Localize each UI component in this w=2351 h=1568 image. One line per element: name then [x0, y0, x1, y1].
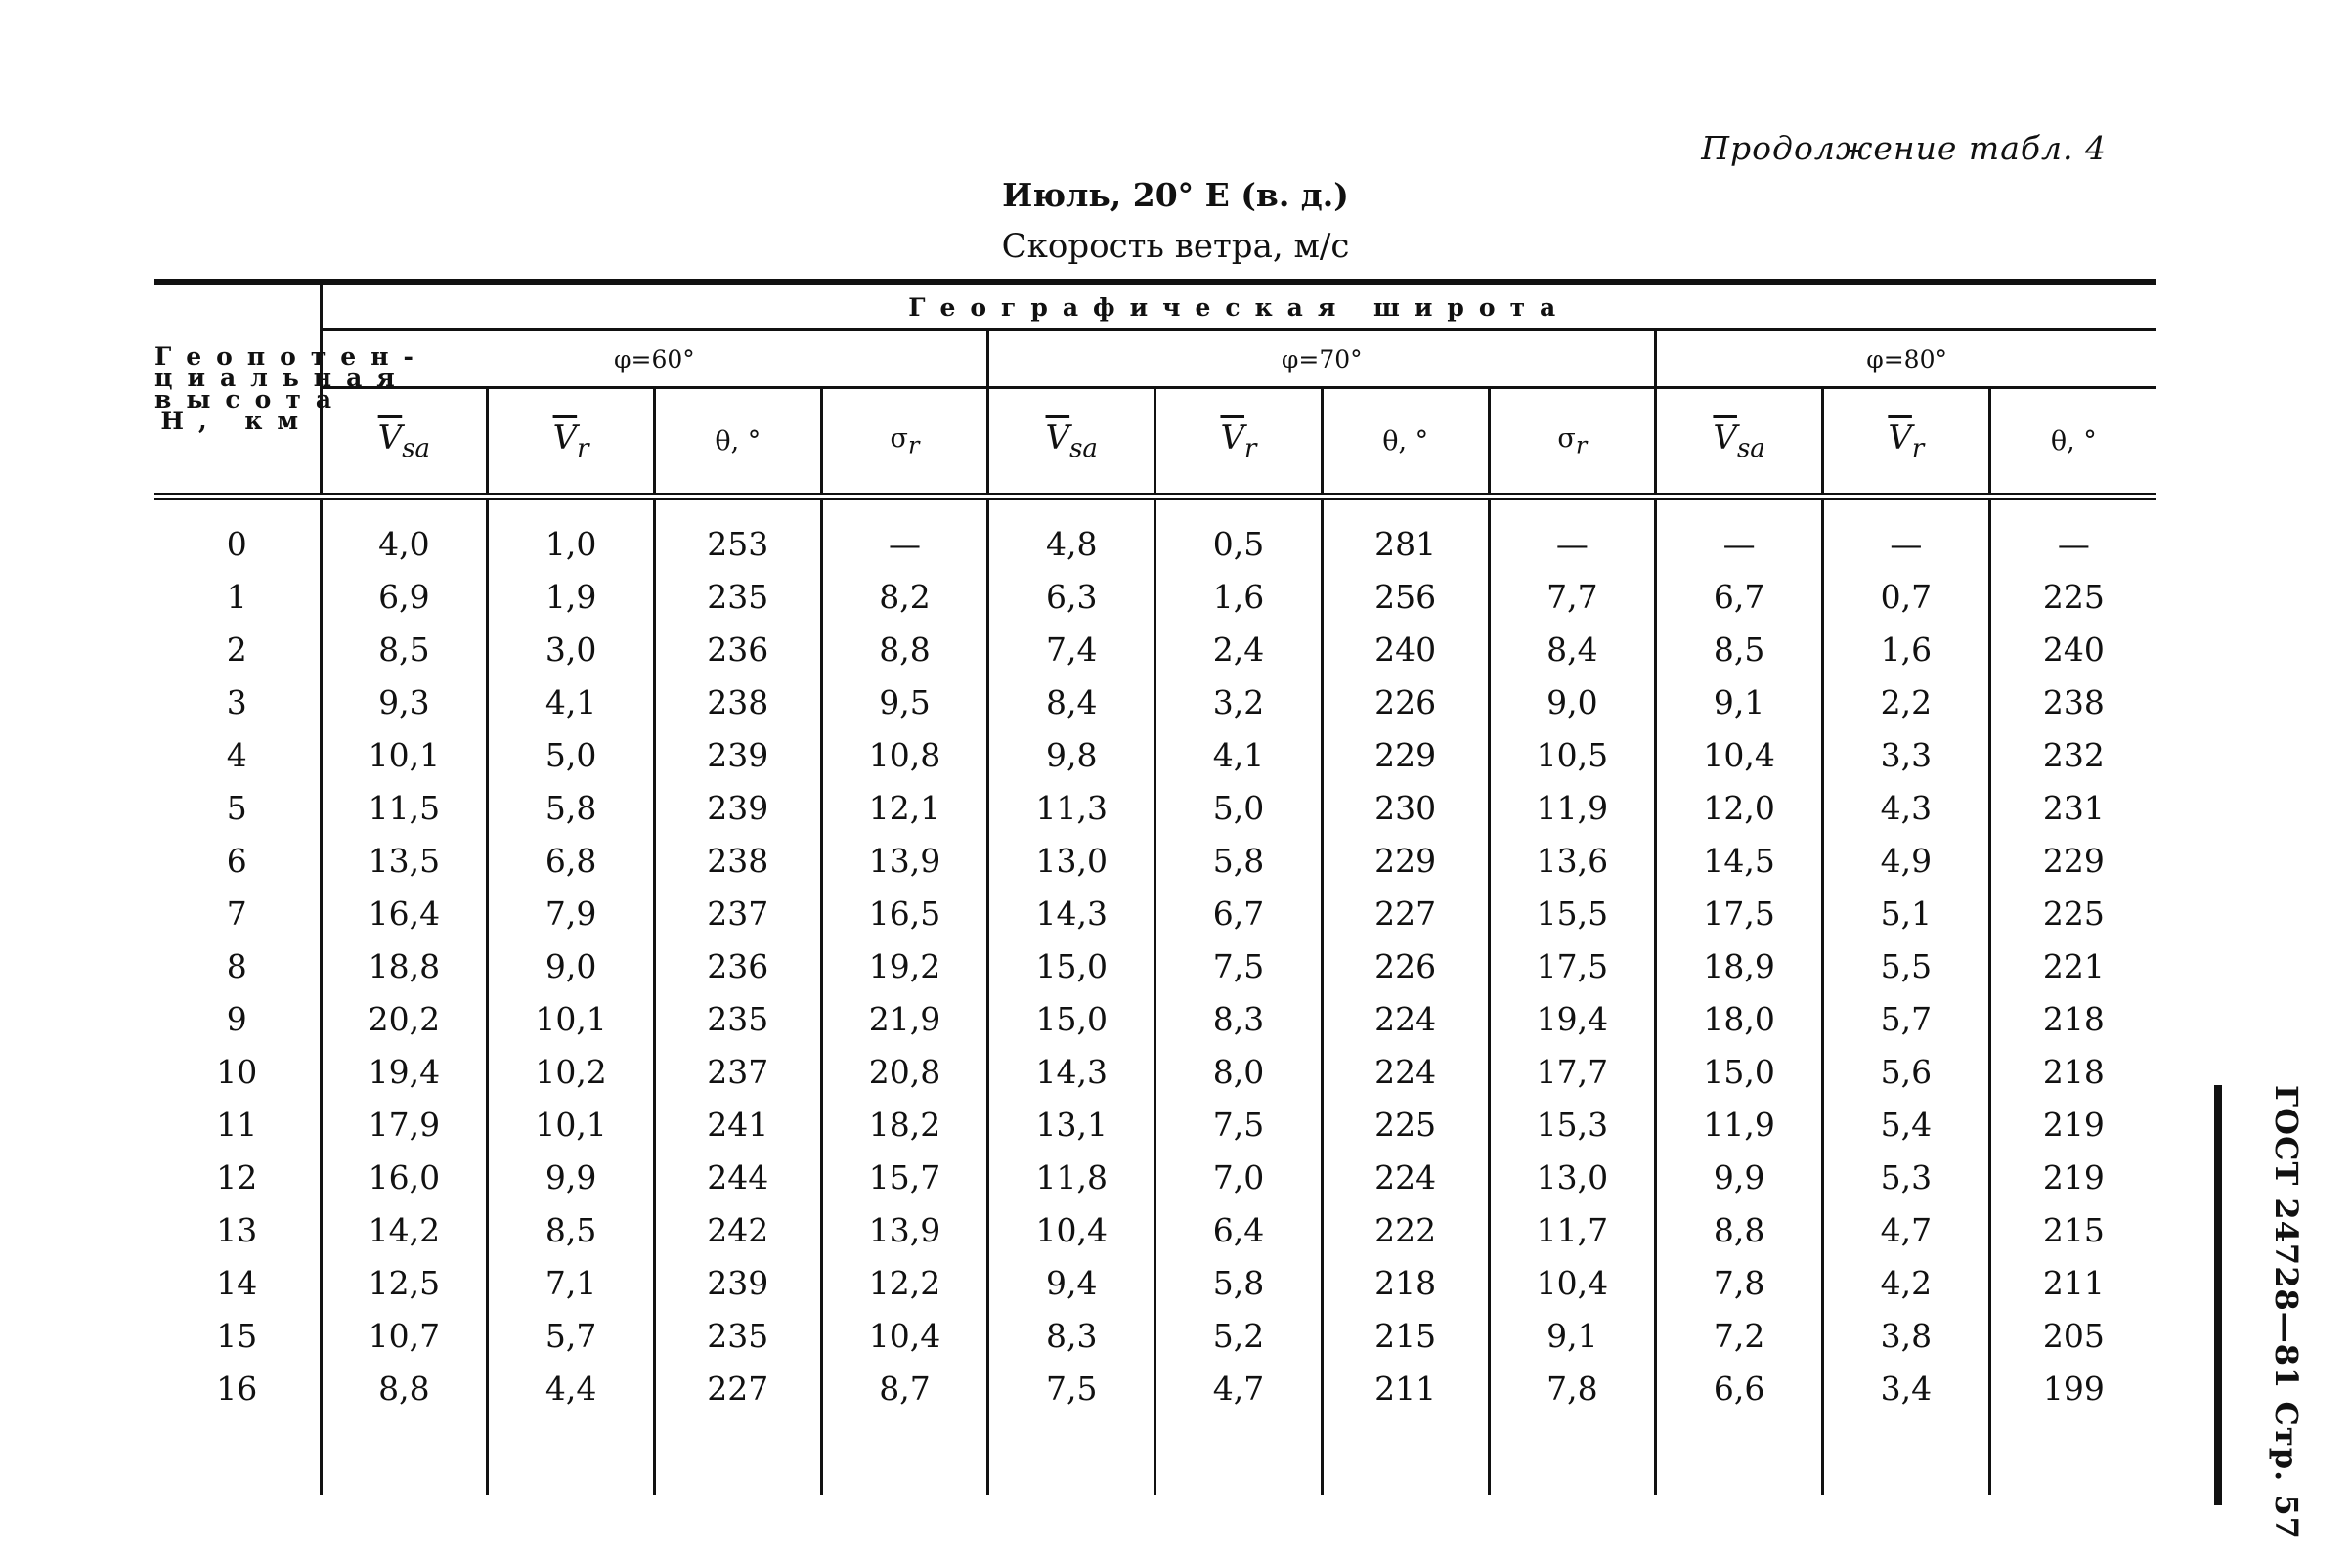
- value-cell: 235: [654, 992, 821, 1045]
- value-cell: 7,8: [1656, 1256, 1823, 1309]
- latitude-70-header: φ=70°: [988, 330, 1656, 388]
- height-cell: 8: [154, 939, 321, 992]
- table-row: [154, 834, 2156, 887]
- value-cell: 227: [654, 1362, 821, 1415]
- value-cell: 3,4: [1822, 1362, 1989, 1415]
- stub-line: H, км: [160, 407, 314, 435]
- value-cell: 229: [1322, 728, 1489, 781]
- value-cell: 2,2: [1822, 675, 1989, 728]
- value-cell: 218: [2042, 999, 2105, 1038]
- continuation-label: Продолжение табл. 4: [1701, 129, 2107, 167]
- value-cell: 7,4: [988, 623, 1155, 675]
- value-cell: 225: [2042, 893, 2105, 933]
- value-cell: 20,2: [321, 992, 488, 1045]
- value-cell: 11,3: [988, 781, 1155, 834]
- value-cell: 13,5: [321, 834, 488, 887]
- value-cell: 12,5: [321, 1256, 488, 1309]
- table-body: [154, 497, 2156, 1496]
- stub-line: Геопотен-: [154, 342, 428, 370]
- value-cell: 240: [2042, 630, 2105, 669]
- value-cell: 17,5: [1489, 939, 1656, 992]
- table-subtitle: Скорость ветра, м/с: [1001, 227, 1350, 266]
- value-cell: 9,0: [488, 939, 655, 992]
- value-cell: 7,5: [988, 1362, 1155, 1415]
- col-sub: sa: [402, 433, 431, 463]
- value-cell: 13,0: [988, 834, 1155, 887]
- value-cell: 241: [654, 1098, 821, 1151]
- value-cell: 226: [1322, 939, 1489, 992]
- col-theta-header: θ, °: [654, 388, 821, 497]
- value-cell: 9,4: [988, 1256, 1155, 1309]
- value-cell: 5,6: [1822, 1045, 1989, 1098]
- value-cell: 8,8: [321, 1362, 488, 1415]
- value-cell: 222: [1322, 1203, 1489, 1256]
- value-cell: 16,0: [321, 1151, 488, 1203]
- table-row: [154, 781, 2156, 834]
- value-cell: 225: [2042, 577, 2105, 616]
- value-cell: 7,8: [1489, 1362, 1656, 1415]
- value-cell: 1,9: [488, 570, 655, 623]
- col-sub: r: [577, 433, 589, 463]
- value-cell: 237: [654, 1045, 821, 1098]
- table-row: [154, 728, 2156, 781]
- col-sub: r: [1244, 433, 1257, 463]
- value-cell: 8,3: [988, 1309, 1155, 1362]
- col-vr-header: [1155, 388, 1323, 497]
- value-cell: 20,8: [821, 1045, 988, 1098]
- value-cell: 14,3: [988, 887, 1155, 939]
- value-cell: 18,2: [821, 1098, 988, 1151]
- height-cell: 10: [154, 1045, 321, 1098]
- value-cell: 17,9: [321, 1098, 488, 1151]
- col-letter: $\overline{V}$: [1045, 418, 1070, 458]
- latitude-80-header: φ=80°: [1656, 330, 2156, 388]
- value-cell: 14,5: [1656, 834, 1823, 887]
- value-cell: —: [1489, 517, 1656, 570]
- value-cell: 6,3: [988, 570, 1155, 623]
- stub-line: циальная: [154, 364, 410, 392]
- value-cell: 10,4: [1489, 1256, 1656, 1309]
- value-cell: 5,8: [1155, 1256, 1323, 1309]
- value-cell: 236: [654, 623, 821, 675]
- value-cell: 5,2: [1155, 1309, 1323, 1362]
- value-cell: 17,7: [1489, 1045, 1656, 1098]
- value-cell: 19,4: [321, 1045, 488, 1098]
- value-cell: 8,0: [1155, 1045, 1323, 1098]
- col-sub: sa: [1069, 433, 1098, 463]
- table-row: [154, 1151, 2156, 1203]
- value-cell: 6,4: [1155, 1203, 1323, 1256]
- value-cell: 215: [1322, 1309, 1489, 1362]
- value-cell: 211: [2042, 1263, 2105, 1302]
- page-side-label: ГОСТ 24728—81 Стр. 57: [2268, 1085, 2305, 1540]
- height-cell: 0: [154, 517, 321, 570]
- value-cell: 226: [1322, 675, 1489, 728]
- height-cell: 9: [154, 992, 321, 1045]
- value-cell: 14,2: [321, 1203, 488, 1256]
- value-cell: 240: [1322, 623, 1489, 675]
- value-cell: 199: [2042, 1369, 2105, 1408]
- value-cell: 10,8: [821, 728, 988, 781]
- table-row: [154, 517, 2156, 570]
- group-header: Географическая широта: [321, 283, 2156, 330]
- value-cell: 232: [2042, 735, 2105, 774]
- height-cell: 16: [154, 1362, 321, 1415]
- col-vsa-header: [988, 388, 1155, 497]
- table-title: Июль, 20° E (в. д.): [1002, 176, 1349, 214]
- value-cell: 10,5: [1489, 728, 1656, 781]
- value-cell: 227: [1322, 887, 1489, 939]
- col-letter: σ: [890, 422, 908, 454]
- value-cell: 12,0: [1656, 781, 1823, 834]
- value-cell: —: [1822, 517, 1989, 570]
- value-cell: 7,2: [1656, 1309, 1823, 1362]
- value-cell: 9,9: [1656, 1151, 1823, 1203]
- value-cell: 205: [2042, 1316, 2105, 1355]
- value-cell: 218: [1322, 1256, 1489, 1309]
- height-cell: 5: [154, 781, 321, 834]
- value-cell: 238: [654, 834, 821, 887]
- value-cell: 4,7: [1822, 1203, 1989, 1256]
- col-sub: r: [1575, 431, 1588, 459]
- value-cell: 21,9: [821, 992, 988, 1045]
- col-letter: $\overline{V}$: [1713, 418, 1737, 458]
- value-cell: 7,1: [488, 1256, 655, 1309]
- value-cell: 235: [654, 570, 821, 623]
- latitude-60-header: φ=60°: [321, 330, 988, 388]
- table-row: [154, 570, 2156, 623]
- value-cell: 230: [1322, 781, 1489, 834]
- value-cell: 239: [654, 1256, 821, 1309]
- value-cell: 5,1: [1822, 887, 1989, 939]
- value-cell: 229: [2042, 841, 2105, 880]
- value-cell: 5,4: [1822, 1098, 1989, 1151]
- value-cell: —: [2057, 524, 2090, 563]
- value-cell: 16,5: [821, 887, 988, 939]
- value-cell: —: [1656, 517, 1823, 570]
- value-cell: 1,6: [1822, 623, 1989, 675]
- col-sigma-header: [1489, 388, 1656, 497]
- value-cell: 4,2: [1822, 1256, 1989, 1309]
- value-cell: 6,7: [1155, 887, 1323, 939]
- stub-line: высота: [154, 385, 347, 414]
- col-letter: $\overline{V}$: [552, 418, 578, 458]
- value-cell: —: [821, 517, 988, 570]
- value-cell: 10,1: [488, 1098, 655, 1151]
- height-cell: 1: [154, 570, 321, 623]
- table-row: [154, 1362, 2156, 1415]
- value-cell: 219: [2042, 1105, 2105, 1144]
- value-cell: 5,8: [488, 781, 655, 834]
- value-cell: 7,7: [1489, 570, 1656, 623]
- value-cell: 4,9: [1822, 834, 1989, 887]
- table-row: [154, 992, 2156, 1045]
- col-letter: σ: [1557, 422, 1576, 454]
- table-row: [154, 1256, 2156, 1309]
- value-cell: 9,9: [488, 1151, 655, 1203]
- value-cell: 0,7: [1822, 570, 1989, 623]
- height-cell: 2: [154, 623, 321, 675]
- value-cell: 225: [1322, 1098, 1489, 1151]
- value-cell: 238: [2042, 682, 2105, 721]
- value-cell: 0,5: [1155, 517, 1323, 570]
- value-cell: 4,8: [988, 517, 1155, 570]
- value-cell: 7,0: [1155, 1151, 1323, 1203]
- value-cell: 5,5: [1822, 939, 1989, 992]
- col-letter: $\overline{V}$: [1888, 418, 1912, 458]
- value-cell: 244: [654, 1151, 821, 1203]
- value-cell: 10,2: [488, 1045, 655, 1098]
- height-cell: 7: [154, 887, 321, 939]
- value-cell: 215: [2042, 1210, 2105, 1249]
- table-row: [154, 1045, 2156, 1098]
- height-cell: 12: [154, 1151, 321, 1203]
- col-letter: $\overline{V}$: [377, 418, 403, 458]
- value-cell: 211: [1322, 1362, 1489, 1415]
- value-cell: 13,0: [1489, 1151, 1656, 1203]
- value-cell: 231: [2042, 788, 2105, 827]
- value-cell: 11,9: [1489, 781, 1656, 834]
- value-cell: 10,7: [321, 1309, 488, 1362]
- value-cell: 238: [654, 675, 821, 728]
- value-cell: 18,0: [1656, 992, 1823, 1045]
- value-cell: 4,3: [1822, 781, 1989, 834]
- value-cell: 19,2: [821, 939, 988, 992]
- value-cell: 11,8: [988, 1151, 1155, 1203]
- value-cell: 2,4: [1155, 623, 1323, 675]
- value-cell: 239: [654, 728, 821, 781]
- value-cell: 13,1: [988, 1098, 1155, 1151]
- value-cell: 1,6: [1155, 570, 1323, 623]
- col-vsa-header: [1656, 388, 1823, 497]
- col-theta-header: θ, °: [1322, 388, 1489, 497]
- value-cell: 8,4: [988, 675, 1155, 728]
- col-vr-header: [488, 388, 655, 497]
- value-cell: 8,5: [488, 1203, 655, 1256]
- value-cell: 10,4: [988, 1203, 1155, 1256]
- table-row: [154, 1309, 2156, 1362]
- col-letter: $\overline{V}$: [1220, 418, 1245, 458]
- value-cell: 12,1: [821, 781, 988, 834]
- value-cell: 10,4: [1656, 728, 1823, 781]
- value-cell: 15,5: [1489, 887, 1656, 939]
- height-cell: 15: [154, 1309, 321, 1362]
- height-cell: 4: [154, 728, 321, 781]
- value-cell: 221: [2042, 946, 2105, 985]
- height-cell: 6: [154, 834, 321, 887]
- value-cell: 5,7: [488, 1309, 655, 1362]
- value-cell: 224: [1322, 992, 1489, 1045]
- value-cell: 10,1: [488, 992, 655, 1045]
- value-cell: 281: [1322, 517, 1489, 570]
- height-cell: 3: [154, 675, 321, 728]
- value-cell: 18,9: [1656, 939, 1823, 992]
- value-cell: 9,8: [988, 728, 1155, 781]
- value-cell: 9,3: [321, 675, 488, 728]
- value-cell: 15,3: [1489, 1098, 1656, 1151]
- height-cell: 11: [154, 1098, 321, 1151]
- table-row: [154, 623, 2156, 675]
- value-cell: 5,3: [1822, 1151, 1989, 1203]
- value-cell: 8,3: [1155, 992, 1323, 1045]
- value-cell: 11,5: [321, 781, 488, 834]
- value-cell: 9,1: [1489, 1309, 1656, 1362]
- value-cell: 6,6: [1656, 1362, 1823, 1415]
- value-cell: 236: [654, 939, 821, 992]
- value-cell: 18,8: [321, 939, 488, 992]
- value-cell: 242: [654, 1203, 821, 1256]
- value-cell: 224: [1322, 1045, 1489, 1098]
- value-cell: 4,7: [1155, 1362, 1323, 1415]
- col-sub: r: [907, 431, 920, 459]
- table-row: [154, 1098, 2156, 1151]
- value-cell: 6,9: [321, 570, 488, 623]
- value-cell: 7,9: [488, 887, 655, 939]
- value-cell: 8,2: [821, 570, 988, 623]
- value-cell: 12,2: [821, 1256, 988, 1309]
- value-cell: 15,0: [988, 939, 1155, 992]
- value-cell: 256: [1322, 570, 1489, 623]
- value-cell: 219: [2042, 1157, 2105, 1197]
- height-cell: 13: [154, 1203, 321, 1256]
- value-cell: 15,7: [821, 1151, 988, 1203]
- value-cell: 11,7: [1489, 1203, 1656, 1256]
- value-cell: 6,7: [1656, 570, 1823, 623]
- col-sub: r: [1911, 433, 1925, 463]
- col-vr-header: [1822, 388, 1989, 497]
- value-cell: 253: [654, 517, 821, 570]
- value-cell: 5,0: [1155, 781, 1323, 834]
- value-cell: 1,0: [488, 517, 655, 570]
- value-cell: 15,0: [988, 992, 1155, 1045]
- value-cell: 19,4: [1489, 992, 1656, 1045]
- value-cell: 229: [1322, 834, 1489, 887]
- value-cell: 10,4: [821, 1309, 988, 1362]
- value-cell: 13,6: [1489, 834, 1656, 887]
- value-cell: 4,1: [1155, 728, 1323, 781]
- value-cell: 7,5: [1155, 1098, 1323, 1151]
- value-cell: 9,5: [821, 675, 988, 728]
- value-cell: 3,8: [1822, 1309, 1989, 1362]
- value-cell: 16,4: [321, 887, 488, 939]
- value-cell: 14,3: [988, 1045, 1155, 1098]
- value-cell: 5,0: [488, 728, 655, 781]
- value-cell: 235: [654, 1309, 821, 1362]
- value-cell: 11,9: [1656, 1098, 1823, 1151]
- value-cell: 8,4: [1489, 623, 1656, 675]
- value-cell: 7,5: [1155, 939, 1323, 992]
- table-row: [154, 675, 2156, 728]
- value-cell: 8,7: [821, 1362, 988, 1415]
- value-cell: 15,0: [1656, 1045, 1823, 1098]
- value-cell: 3,0: [488, 623, 655, 675]
- value-cell: 3,2: [1155, 675, 1323, 728]
- value-cell: 239: [654, 781, 821, 834]
- value-cell: 4,4: [488, 1362, 655, 1415]
- col-sigma-header: [821, 388, 988, 497]
- value-cell: 10,1: [321, 728, 488, 781]
- value-cell: 9,0: [1489, 675, 1656, 728]
- value-cell: 4,1: [488, 675, 655, 728]
- table-row: [154, 887, 2156, 939]
- value-cell: 17,5: [1656, 887, 1823, 939]
- value-cell: 224: [1322, 1151, 1489, 1203]
- value-cell: 8,8: [1656, 1203, 1823, 1256]
- value-cell: 5,7: [1822, 992, 1989, 1045]
- value-cell: 8,5: [321, 623, 488, 675]
- value-cell: 13,9: [821, 1203, 988, 1256]
- table-row: [154, 1203, 2156, 1256]
- value-cell: 218: [2042, 1052, 2105, 1091]
- wind-speed-table: [154, 279, 2156, 1495]
- col-theta-header: θ, °: [1989, 388, 2156, 497]
- value-cell: 8,5: [1656, 623, 1823, 675]
- value-cell: 9,1: [1656, 675, 1823, 728]
- value-cell: 237: [654, 887, 821, 939]
- col-sub: sa: [1736, 433, 1765, 463]
- value-cell: 6,8: [488, 834, 655, 887]
- side-rule: [2214, 1085, 2222, 1505]
- value-cell: 5,8: [1155, 834, 1323, 887]
- value-cell: 13,9: [821, 834, 988, 887]
- value-cell: 3,3: [1822, 728, 1989, 781]
- table-row: [154, 939, 2156, 992]
- height-cell: 14: [154, 1256, 321, 1309]
- value-cell: 8,8: [821, 623, 988, 675]
- value-cell: 4,0: [321, 517, 488, 570]
